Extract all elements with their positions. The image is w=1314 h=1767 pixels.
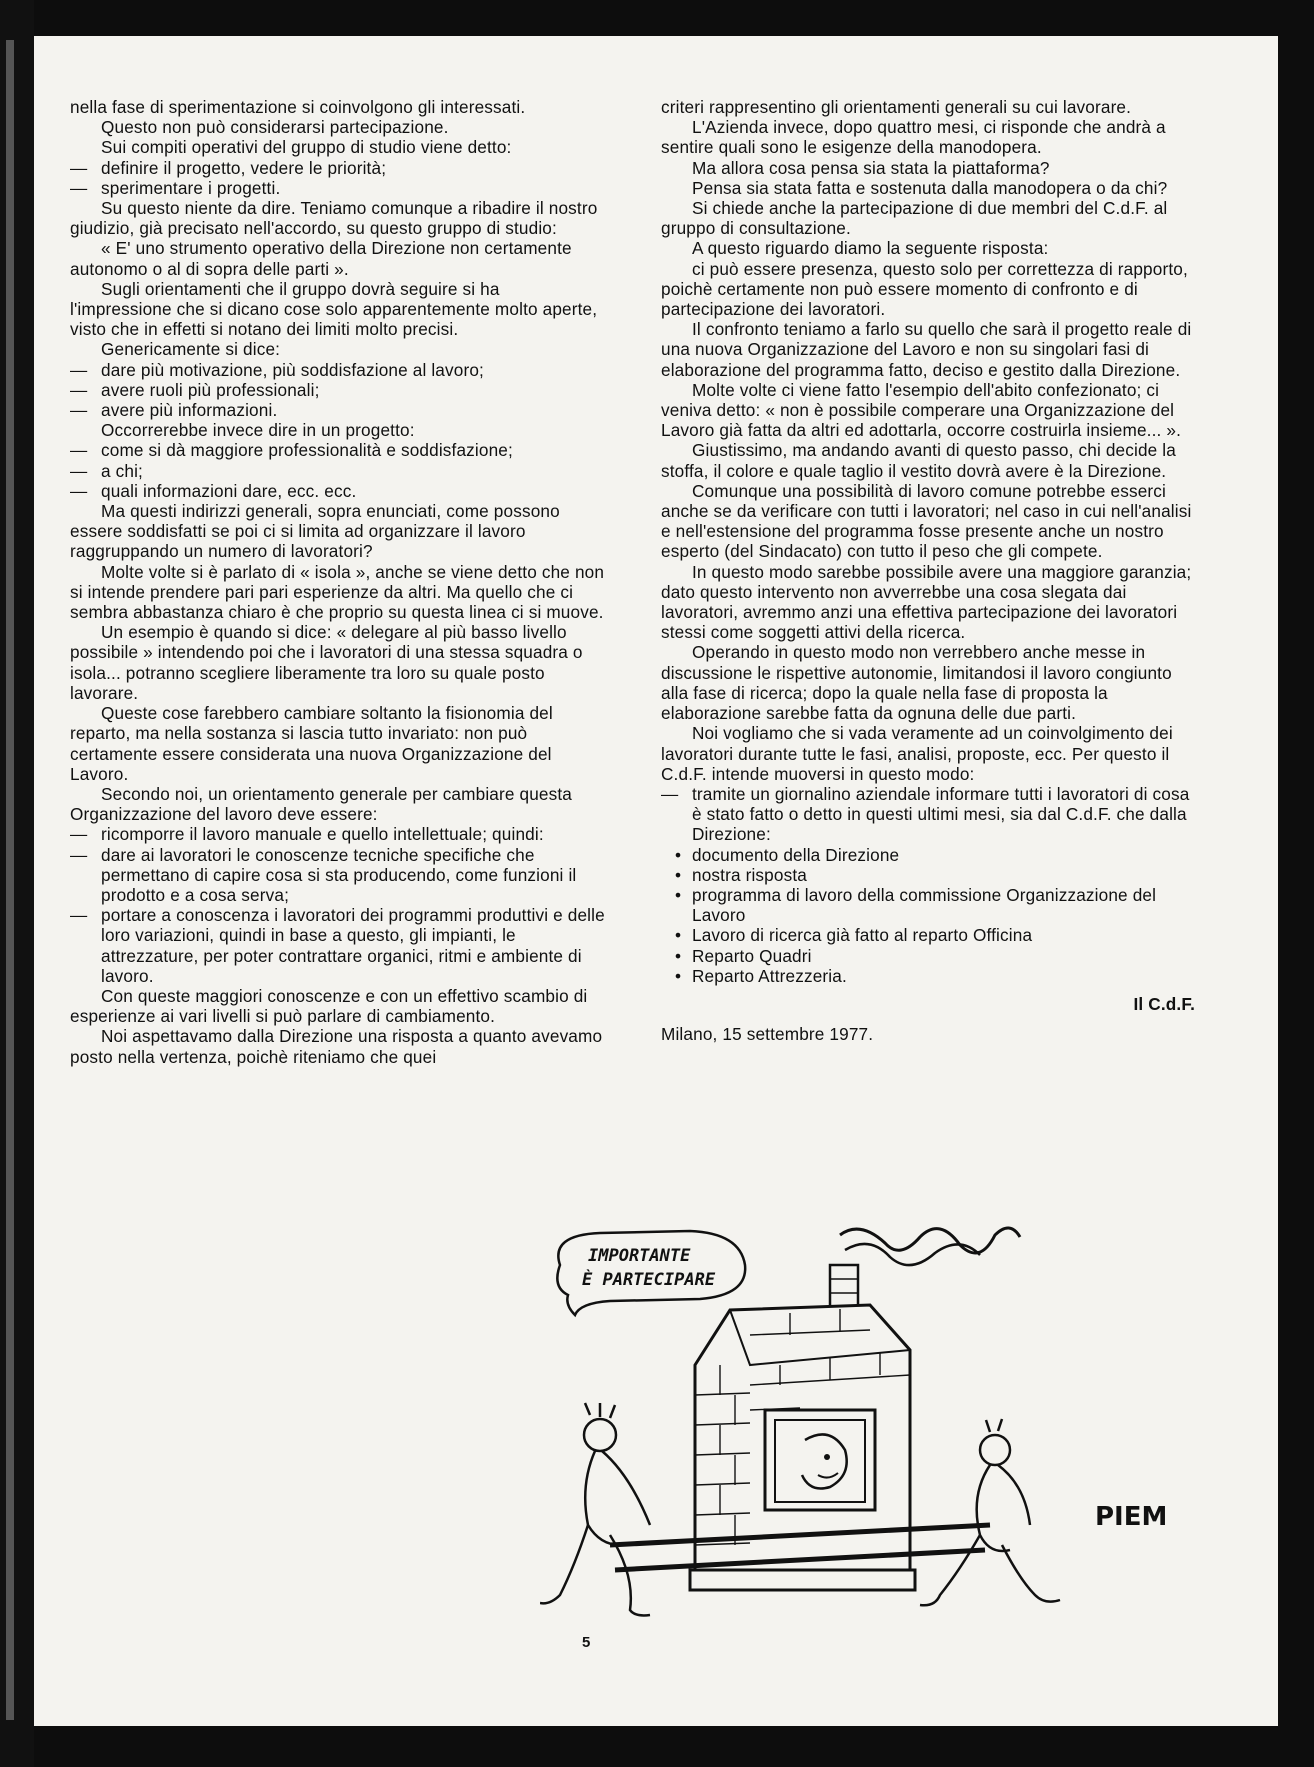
left-paragraph (70, 380, 605, 400)
bullet-icon: • (675, 965, 682, 986)
right-paragraph: ci può essere presenza, questo solo per correttezza di rapporto, poichè certamente non può essere momento di confronto e di partecipazione dei lavoratori. (661, 258, 1188, 320)
bullet-icon: • (675, 884, 682, 905)
left-paragraph: Su questo niente da dire. Teniamo comunque a ribadire il nostro giudizio, già precisato nell'accordo, su questo gruppo di studio: (70, 198, 598, 239)
left-paragraph (70, 845, 605, 906)
left-paragraph: Con queste maggiori conoscenze e con un effettivo scambio di esperienze ai vari livelli si può parlare di cambiamento. (70, 985, 588, 1027)
bullet-text: Lavoro di ricerca già fatto al reparto Officina (692, 925, 1033, 946)
cartoon-illustration (540, 1225, 1180, 1665)
right-carrier-figure (920, 1419, 1060, 1605)
signature: Il C.d.F. (1133, 993, 1195, 1014)
dash-marker: — (70, 359, 88, 380)
bullet-text: documento della Direzione (692, 844, 900, 865)
bullet-text: Reparto Attrezzeria. (692, 965, 847, 986)
dash-marker: — (70, 157, 88, 178)
bullet-item (661, 925, 1195, 945)
right-paragraph: Noi vogliamo che si vada veramente ad un coinvolgimento dei lavoratori durante tutte le fasi, analisi, proposte, ecc. Per questo il C.d.F. intende muoversi in questo modo: (661, 723, 1173, 784)
left-paragraph (70, 178, 605, 198)
paragraph-text: definire il progetto, vedere le priorità; (101, 157, 387, 178)
left-paragraph: Noi aspettavamo dalla Direzione una risposta a quanto avevamo posto nella vertenza, poichè riteniamo che quei (70, 1026, 603, 1067)
left-paragraph (70, 400, 605, 420)
left-column (70, 97, 605, 1067)
left-paragraph: Queste cose farebbero cambiare soltanto la fisionomia del reparto, ma nella sostanza si lascia tutto invariato: non può certamente essere considerata una nuova Organizzazione del Lavoro. (70, 703, 553, 784)
dash-marker: — (70, 460, 88, 481)
bullet-icon: • (675, 864, 682, 885)
dash-marker: — (70, 844, 88, 865)
right-column (661, 97, 1195, 1044)
bullet-text: Reparto Quadri (692, 945, 812, 966)
dash-marker: — (70, 440, 88, 461)
paragraph-text: ricomporre il lavoro manuale e quello intellettuale; quindi: (101, 824, 544, 845)
paragraph-text: avere ruoli più professionali; (101, 379, 320, 400)
dash-marker: — (70, 177, 88, 198)
left-paragraph (70, 158, 605, 178)
paragraph-text: dare più motivazione, più soddisfazione al lavoro; (101, 359, 484, 380)
right-paragraph: Molte volte ci viene fatto l'esempio dell'abito confezionato; ci veniva detto: « non è possibile comperare una Organizzazione del Lavoro già fatta da altri ed adottarla, occorre costruirla insieme... ». (661, 379, 1181, 441)
bullet-text: nostra risposta (692, 864, 807, 885)
right-paragraph: Il confronto teniamo a farlo su quello che sarà il progetto reale di una nuova Organizzazione del Lavoro e non su singolari fasi di elaborazione del programma fatto, deciso e gestito dalla Direzione. (661, 319, 1192, 380)
dateline: Milano, 15 settembre 1977. (661, 1024, 874, 1045)
dash-marker: — (70, 379, 88, 400)
left-paragraph: « E' uno strumento operativo della Direzione non certamente autonomo o al di sopra delle parti ». (70, 238, 572, 279)
left-paragraph: Molte volte si è parlato di « isola », anche se viene detto che non si intende prendere pari pari esperienze da altri. Ma quello che ci sembra abbastanza chiaro è che proprio su questa linea ci si muove. (70, 561, 605, 623)
right-paragraph: Ma allora cosa pensa sia stata la piattaforma? (692, 157, 1050, 178)
speech-bubble (557, 1231, 745, 1315)
scan-border-right (1278, 0, 1314, 1767)
dash-marker: — (70, 824, 88, 845)
left-paragraph: Sui compiti operativi del gruppo di studio viene detto: (101, 137, 512, 158)
paragraph-text: portare a conoscenza i lavoratori dei programmi produttivi e delle loro variazioni, quindi in base a questo, gli impianti, le attrezzature, per poter contrattare organici, ritmi e ambiente di lavoro. (101, 905, 605, 986)
left-paragraph (70, 440, 605, 460)
right-paragraph: Comunque una possibilità di lavoro comune potrebbe esserci anche se da verificare con tutti i lavoratori; nel caso in cui nell'analisi e nell'estensione del programma fosse presente anche un nostro esperto (del Sindacato) con tutto il peso che gli compete. (661, 480, 1192, 562)
right-paragraph: In questo modo sarebbe possibile avere una maggiore garanzia; dato questo intervento non avverrebbe una cosa slegata dai lavoratori, avremmo anzi una effettiva partecipazione dei lavoratori stessi come soggetti attivi della ricerca. (661, 561, 1192, 643)
paragraph-text: quali informazioni dare, ecc. ecc. (101, 480, 357, 501)
bullet-text: programma di lavoro della commissione Organizzazione del Lavoro (692, 884, 1157, 926)
right-paragraph: Si chiede anche la partecipazione di due membri del C.d.F. al gruppo di consultazione. (661, 198, 1168, 239)
bullet-icon: • (675, 844, 682, 865)
paragraph-text: tramite un giornalino aziendale informare tutti i lavoratori di cosa è stato fatto o detto in questi ultimi mesi, sia dal C.d.F. che dalla Direzione: (692, 783, 1190, 845)
right-paragraph: L'Azienda invece, dopo quattro mesi, ci risponde che andrà a sentire quali sono le esigenze della manodopera. (661, 117, 1166, 158)
left-paragraph (70, 481, 605, 501)
paragraph-text: dare ai lavoratori le conoscenze tecniche specifiche che permettano di capire cosa si sta producendo, come funzioni il prodotto e a cosa serva; (101, 844, 577, 905)
dash-marker: — (70, 480, 88, 501)
bullet-item (661, 946, 1195, 966)
dash-marker: — (70, 400, 88, 421)
bullet-item (661, 885, 1195, 925)
left-paragraph: Secondo noi, un orientamento generale per cambiare questa Organizzazione del lavoro deve essere: (70, 783, 573, 825)
dash-marker: — (661, 783, 679, 804)
left-paragraph (70, 461, 605, 481)
bullet-item (661, 966, 1195, 986)
scan-border-left (0, 0, 34, 1767)
left-paragraph: Un esempio è quando si dice: « delegare al più basso livello possibile » intendendo poi che i lavoratori di una stessa squadra o isola... potranno scegliere liberamente tra loro su quale posto lavorare. (70, 622, 583, 703)
bubble-line-1: IMPORTANTE (588, 1246, 691, 1266)
left-paragraph (70, 905, 605, 986)
right-paragraph: Pensa sia stata fatta e sostenuta dalla manodopera o da chi? (692, 177, 1168, 198)
scan-border-top (0, 0, 1314, 36)
right-paragraph: Operando in questo modo non verrebbero anche messe in discussione le rispettive autonomie, limitandosi il lavoro congiunto alla fase di ricerca; dopo la quale nella fase di proposta la elaborazione sarebbe fatta da ognuna delle due parti. (661, 642, 1172, 724)
paragraph-text: come si dà maggiore professionalità e soddisfazione; (101, 440, 513, 461)
paragraph-text: a chi; (101, 460, 143, 481)
bullet-item (661, 865, 1195, 885)
smoke-icon (840, 1228, 1020, 1253)
scan-border-bottom (0, 1726, 1314, 1767)
left-paragraph: Sugli orientamenti che il gruppo dovrà seguire si ha l'impressione che si dicano cose solo apparentemente molto aperte, visto che in effetti si notano dei limiti molto precisi. (70, 278, 598, 340)
right-paragraph (661, 784, 1195, 845)
artist-signature: PIEM (1095, 1502, 1168, 1532)
bullet-item (661, 845, 1195, 865)
left-carrier-figure (540, 1403, 650, 1615)
right-paragraph: Giustissimo, ma andando avanti di questo passo, chi decide la stoffa, il colore e quale taglio il vestito dovrà avere è la Direzione. (661, 440, 1176, 481)
left-paragraph: Genericamente si dice: (101, 339, 281, 360)
chimney-icon (830, 1265, 858, 1307)
bullet-list (661, 845, 1195, 986)
page-number: 5 (582, 1634, 591, 1651)
right-paragraphs (661, 97, 1195, 845)
bubble-line-2: È PARTECIPARE (582, 1270, 716, 1290)
right-paragraph: criteri rappresentino gli orientamenti generali su cui lavorare. (661, 97, 1132, 117)
brick-tower-icon (690, 1305, 915, 1590)
left-paragraph: nella fase di sperimentazione si coinvolgono gli interessati. (70, 97, 526, 117)
left-paragraph: Ma questi indirizzi generali, sopra enunciati, come possono essere soddisfatti se poi ci si limita ad organizzare il lavoro raggruppando un numero di lavoratori? (70, 501, 560, 562)
bullet-icon: • (675, 925, 682, 946)
left-paragraph: Occorrerebbe invece dire in un progetto: (101, 420, 415, 441)
dash-marker: — (70, 905, 88, 926)
paragraph-text: avere più informazioni. (101, 400, 278, 421)
left-paragraph (70, 360, 605, 380)
left-paragraph: Questo non può considerarsi partecipazione. (101, 117, 449, 138)
right-paragraph: A questo riguardo diamo la seguente risposta: (692, 238, 1049, 259)
paragraph-text: sperimentare i progetti. (101, 177, 281, 198)
bullet-icon: • (675, 945, 682, 966)
left-paragraph (70, 824, 605, 844)
